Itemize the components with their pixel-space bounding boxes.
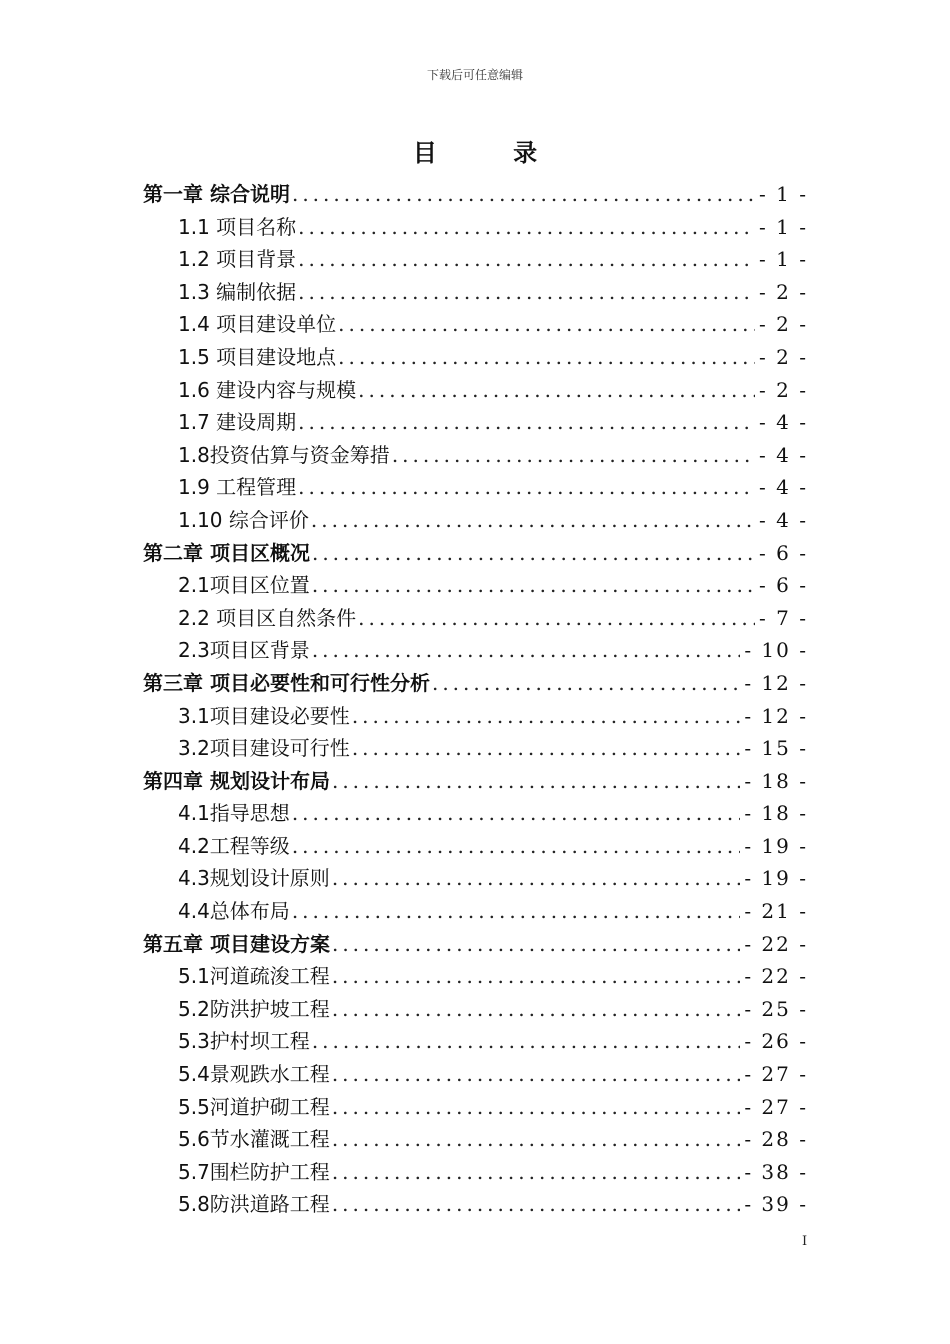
toc-dot-leader: [358, 602, 755, 635]
toc-page-number: - 6 -: [759, 540, 808, 565]
toc-entry-label: 1.4 项目建设单位: [178, 312, 337, 337]
toc-dot-leader: [332, 765, 740, 798]
toc-dot-leader: [332, 928, 740, 961]
toc-entry-label: 1.2 项目背景: [178, 247, 297, 272]
toc-page-number: - 18 -: [744, 801, 808, 826]
toc-entry-label: 1.9 工程管理: [178, 475, 297, 500]
toc-entry-label: 4.1指导思想: [178, 801, 290, 826]
toc-section-entry[interactable]: [143, 1188, 808, 1221]
toc-dot-leader: [298, 406, 755, 439]
toc-section-entry[interactable]: [143, 634, 808, 667]
toc-section-entry[interactable]: [143, 211, 808, 244]
toc-dot-leader: [292, 178, 755, 211]
toc-entry-label: 第三章 项目必要性和可行性分析: [143, 670, 430, 695]
toc-section-entry[interactable]: [143, 406, 808, 439]
toc-section-entry[interactable]: [143, 960, 808, 993]
toc-chapter-entry[interactable]: [143, 178, 808, 211]
toc-chapter-entry[interactable]: [143, 537, 808, 570]
toc-dot-leader: [332, 1123, 741, 1156]
toc-section-entry[interactable]: [143, 1025, 808, 1058]
toc-page-number: - 19 -: [744, 833, 808, 858]
toc-page-number: - 6 -: [759, 573, 808, 598]
toc-page-number: - 10 -: [744, 638, 808, 663]
toc-section-entry[interactable]: [143, 830, 808, 863]
toc-section-entry[interactable]: [143, 732, 808, 765]
toc-entry-label: 第二章 项目区概况: [143, 540, 310, 565]
toc-page-number: - 2 -: [759, 279, 808, 304]
toc-entry-label: 1.3 编制依据: [178, 279, 297, 304]
toc-page-number: - 18 -: [744, 768, 808, 793]
toc-dot-leader: [312, 569, 755, 602]
toc-section-entry[interactable]: [143, 862, 808, 895]
toc-dot-leader: [352, 700, 741, 733]
toc-entry-label: 2.3项目区背景: [178, 638, 310, 663]
toc-entry-label: 5.3护村坝工程: [178, 1029, 310, 1054]
toc-entry-label: 1.8投资估算与资金筹措: [178, 442, 390, 467]
toc-section-entry[interactable]: [143, 993, 808, 1026]
toc-page-number: - 22 -: [744, 931, 808, 956]
toc-page-number: - 19 -: [744, 866, 808, 891]
page-title: 目 录: [412, 139, 572, 167]
toc-page-number: - 27 -: [744, 1094, 808, 1119]
toc-section-entry[interactable]: [143, 1123, 808, 1156]
toc-page-number: - 22 -: [744, 964, 808, 989]
toc-dot-leader: [332, 993, 741, 1026]
toc-entry-label: 1.5 项目建设地点: [178, 344, 337, 369]
toc-dot-leader: [432, 667, 740, 700]
toc-page-number: - 1 -: [759, 182, 808, 206]
toc-entry-label: 5.6节水灌溉工程: [178, 1127, 330, 1152]
toc-page-number: - 1 -: [759, 247, 808, 272]
page-number-mark: I: [802, 1234, 808, 1249]
toc-entry-label: 第四章 规划设计布局: [143, 768, 330, 793]
toc-entry-label: 第五章 项目建设方案: [143, 931, 330, 956]
toc-dot-leader: [298, 243, 755, 276]
toc-entry-label: 2.2 项目区自然条件: [178, 605, 357, 630]
toc-entry-label: 4.2工程等级: [178, 833, 290, 858]
toc-page-number: - 39 -: [744, 1192, 808, 1217]
toc-dot-leader: [312, 634, 741, 667]
toc-dot-leader: [332, 960, 741, 993]
toc-entry-label: 1.6 建设内容与规模: [178, 377, 357, 402]
toc-section-entry[interactable]: [143, 243, 808, 276]
toc-page-number: - 12 -: [744, 703, 808, 728]
toc-entry-label: 5.4景观跌水工程: [178, 1062, 330, 1087]
toc-section-entry[interactable]: [143, 276, 808, 309]
toc-page-number: - 38 -: [744, 1159, 808, 1184]
toc-section-entry[interactable]: [143, 797, 808, 830]
toc-dot-leader: [311, 504, 755, 537]
table-of-contents: [143, 178, 808, 1221]
toc-section-entry[interactable]: [143, 1058, 808, 1091]
toc-section-entry[interactable]: [143, 341, 808, 374]
toc-dot-leader: [292, 895, 741, 928]
header-note: 下载后可任意编辑: [426, 68, 523, 82]
toc-page-number: - 4 -: [759, 507, 808, 532]
toc-dot-leader: [352, 732, 741, 765]
toc-page-number: - 26 -: [744, 1029, 808, 1054]
toc-entry-label: 4.3规划设计原则: [178, 866, 330, 891]
toc-page-number: - 7 -: [759, 605, 808, 630]
toc-entry-label: 1.1 项目名称: [178, 214, 297, 239]
toc-page-number: - 28 -: [744, 1127, 808, 1152]
toc-page-number: - 15 -: [744, 736, 808, 761]
toc-page-number: - 21 -: [744, 899, 808, 924]
toc-dot-leader: [338, 341, 755, 374]
toc-entry-label: 5.7围栏防护工程: [178, 1159, 330, 1184]
toc-dot-leader: [358, 374, 755, 407]
toc-page-number: - 27 -: [744, 1062, 808, 1087]
toc-page-number: - 25 -: [744, 996, 808, 1021]
toc-entry-label: 3.2项目建设可行性: [178, 736, 350, 761]
toc-entry-label: 2.1项目区位置: [178, 573, 310, 598]
toc-dot-leader: [312, 1025, 741, 1058]
toc-dot-leader: [298, 471, 755, 504]
toc-page-number: - 4 -: [759, 442, 808, 467]
toc-section-entry[interactable]: [143, 439, 808, 472]
toc-entry-label: 5.5河道护砌工程: [178, 1094, 330, 1119]
toc-dot-leader: [392, 439, 755, 472]
toc-chapter-entry[interactable]: [143, 667, 808, 700]
toc-section-entry[interactable]: [143, 504, 808, 537]
toc-section-entry[interactable]: [143, 569, 808, 602]
toc-page-number: - 4 -: [759, 410, 808, 435]
toc-entry-label: 3.1项目建设必要性: [178, 703, 350, 728]
toc-page-number: - 4 -: [759, 475, 808, 500]
toc-dot-leader: [332, 1156, 741, 1189]
toc-page-number: - 2 -: [759, 312, 808, 337]
toc-section-entry[interactable]: [143, 895, 808, 928]
toc-entry-label: 1.7 建设周期: [178, 410, 297, 435]
toc-section-entry[interactable]: [143, 1091, 808, 1124]
toc-entry-label: 5.2防洪护坡工程: [178, 996, 330, 1021]
toc-dot-leader: [332, 1188, 741, 1221]
toc-section-entry[interactable]: [143, 471, 808, 504]
toc-entry-label: 5.1河道疏浚工程: [178, 964, 330, 989]
toc-dot-leader: [332, 862, 741, 895]
toc-page-number: - 1 -: [759, 214, 808, 239]
toc-page-number: - 2 -: [759, 377, 808, 402]
toc-dot-leader: [338, 308, 755, 341]
toc-section-entry[interactable]: [143, 1156, 808, 1189]
toc-chapter-entry[interactable]: [143, 765, 808, 798]
toc-dot-leader: [292, 830, 741, 863]
toc-section-entry[interactable]: [143, 700, 808, 733]
toc-page-number: - 12 -: [744, 670, 808, 695]
toc-section-entry[interactable]: [143, 602, 808, 635]
toc-dot-leader: [332, 1058, 741, 1091]
toc-dot-leader: [292, 797, 741, 830]
toc-dot-leader: [298, 276, 755, 309]
toc-section-entry[interactable]: [143, 308, 808, 341]
toc-dot-leader: [332, 1091, 741, 1124]
toc-entry-label: 5.8防洪道路工程: [178, 1192, 330, 1217]
toc-page-number: - 2 -: [759, 344, 808, 369]
toc-section-entry[interactable]: [143, 374, 808, 407]
toc-entry-label: 4.4总体布局: [178, 899, 290, 924]
toc-chapter-entry[interactable]: [143, 928, 808, 961]
toc-entry-label: 第一章 综合说明: [143, 182, 290, 206]
toc-entry-label: 1.10 综合评价: [178, 507, 309, 532]
toc-dot-leader: [312, 537, 755, 570]
toc-dot-leader: [298, 211, 755, 244]
